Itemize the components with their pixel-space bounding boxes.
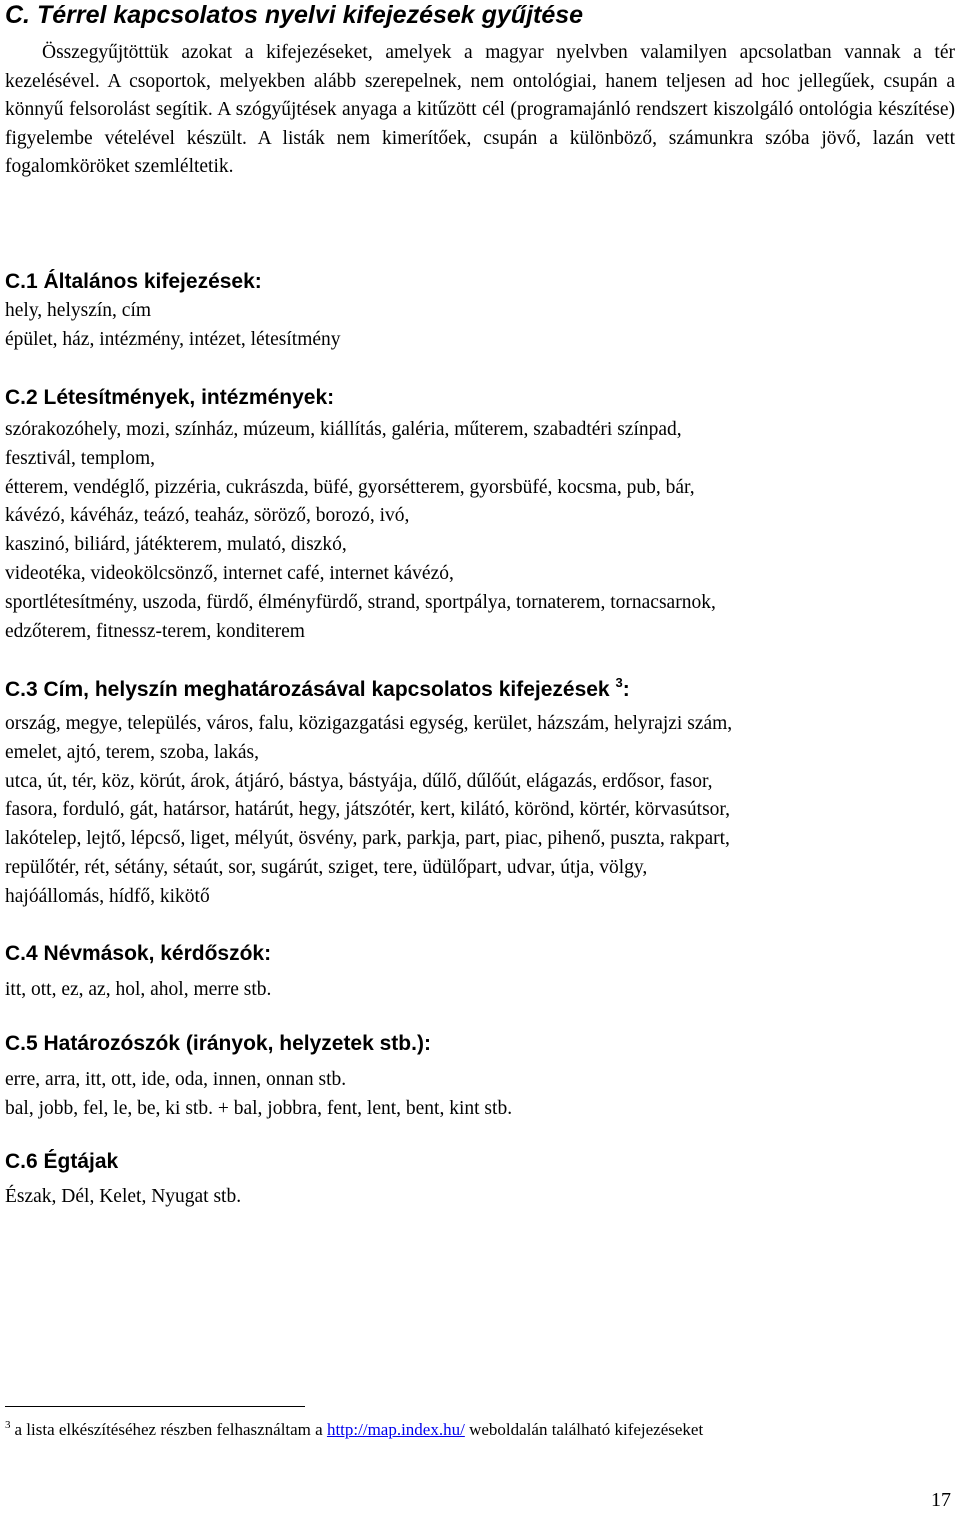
page-title: C. Térrel kapcsolatos nyelvi kifejezések gyűjtése [5, 1, 584, 29]
section-heading: C.1 Általános kifejezések: [5, 270, 262, 293]
text-line: épület, ház, intézmény, intézet, létesítmény [5, 328, 341, 350]
section-heading: C.5 Határozószók (irányok, helyzetek stb.): [5, 1032, 431, 1055]
section-lines [5, 416, 955, 646]
text-line: utca, út, tér, köz, körút, árok, átjáró, bástya, bástyája, dűlő, dűlőút, elágazás, erdősor, fasor, [5, 770, 713, 792]
footnote-marker: 3 [5, 1419, 11, 1431]
section-c4 [5, 940, 955, 1005]
text-line: repülőtér, rét, sétány, sétaút, sor, sugárút, sziget, tere, üdülőpart, udvar, útja, völgy, [5, 856, 648, 878]
text-line: hely, helyszín, cím [5, 300, 152, 321]
text-line: bal, jobb, fel, le, be, ki stb. + bal, jobbra, fent, lent, bent, kint stb. [5, 1097, 513, 1119]
footnote-ref: 3 [615, 675, 623, 690]
section-heading: C.2 Létesítmények, intézmények: [5, 386, 335, 409]
section-c5 [5, 1030, 955, 1124]
footnote [5, 1418, 703, 1442]
section-lines [5, 976, 955, 1005]
intro-paragraph: Összegyűjtöttük azokat a kifejezéseket, amelyek a magyar nyelvben valamilyen apcsolatban vannak a tér kezelésével. A csoportok, melyekben alább szerepelnek, nem ontológiai, hanem teljesen ad hoc jellegűek, csupán a könnyű felsorolást segítik. A szógyűjtések anyaga a kitűzött cél (programajánló rendszert kiszolgáló ontológia készítése) figyelembe vételével készült. A listák nem kimerítőek, csupán a különböző, számunkra szóba jövő, lazán vett fogalomköröket szemléltetik. [5, 42, 955, 178]
footnote-text: a lista elkészítéséhez részben felhasználtam a [14, 1420, 323, 1439]
section-lines [5, 710, 955, 912]
text-line: emelet, ajtó, terem, szoba, lakás, [5, 741, 259, 763]
section-c3 [5, 676, 955, 912]
footnote-link[interactable]: http://map.index.hu/ [326, 1420, 465, 1439]
text-line: erre, arra, itt, ott, ide, oda, innen, onnan stb. [5, 1069, 347, 1090]
text-line: ország, megye, település, város, falu, közigazgatási egység, kerület, házszám, helyrajzi szám, [5, 713, 733, 734]
text-line: lakótelep, lejtő, lépcső, liget, mélyút, ösvény, park, parkja, part, piac, pihenő, puszta, rakpart, [5, 828, 730, 850]
section-lines [5, 1066, 955, 1124]
section-heading [5, 676, 955, 704]
section-lines [5, 297, 955, 355]
text-line: itt, ott, ez, az, hol, ahol, merre stb. [5, 979, 272, 1000]
section-heading: C.6 Égtájak [5, 1150, 119, 1173]
text-line: kávézó, kávéház, teázó, teaház, söröző, borozó, ivó, [5, 505, 410, 527]
footnote-separator [5, 1406, 305, 1407]
text-line: hajóállomás, hídfő, kikötő [5, 885, 210, 907]
section-heading: C.4 Névmások, kérdőszók: [5, 942, 272, 965]
text-line: étterem, vendéglő, pizzéria, cukrászda, büfé, gyorsétterem, gyorsbüfé, kocsma, pub, bár, [5, 476, 695, 498]
section-c1 [5, 268, 955, 355]
text-line: szórakozóhely, mozi, színház, múzeum, kiállítás, galéria, műterem, szabadtéri színpad, [5, 419, 682, 440]
footnote-text-after: weboldalán található kifejezéseket [469, 1420, 704, 1439]
text-line: sportlétesítmény, uszoda, fürdő, élményfürdő, strand, sportpálya, tornaterem, tornacsarnok, [5, 591, 716, 613]
section-c6 [5, 1148, 955, 1212]
section-heading-text: C.3 Cím, helyszín meghatározásával kapcsolatos kifejezések [5, 678, 610, 701]
section-c2 [5, 384, 955, 646]
text-line: videotéka, videokölcsönző, internet café, internet kávézó, [5, 562, 454, 584]
text-line: fasora, forduló, gát, határsor, határút, hegy, játszótér, kert, kilátó, körönd, körtér, körvasútsor, [5, 799, 731, 821]
text-line: Észak, Dél, Kelet, Nyugat stb. [5, 1186, 242, 1207]
section-lines [5, 1183, 955, 1212]
section-heading-suffix: : [622, 678, 630, 701]
text-line: edzőterem, fitnessz-terem, konditerem [5, 620, 305, 642]
text-line: fesztivál, templom, [5, 447, 156, 469]
text-line: kaszinó, biliárd, játékterem, mulató, diszkó, [5, 534, 347, 556]
page-number: 17 [931, 1489, 951, 1511]
